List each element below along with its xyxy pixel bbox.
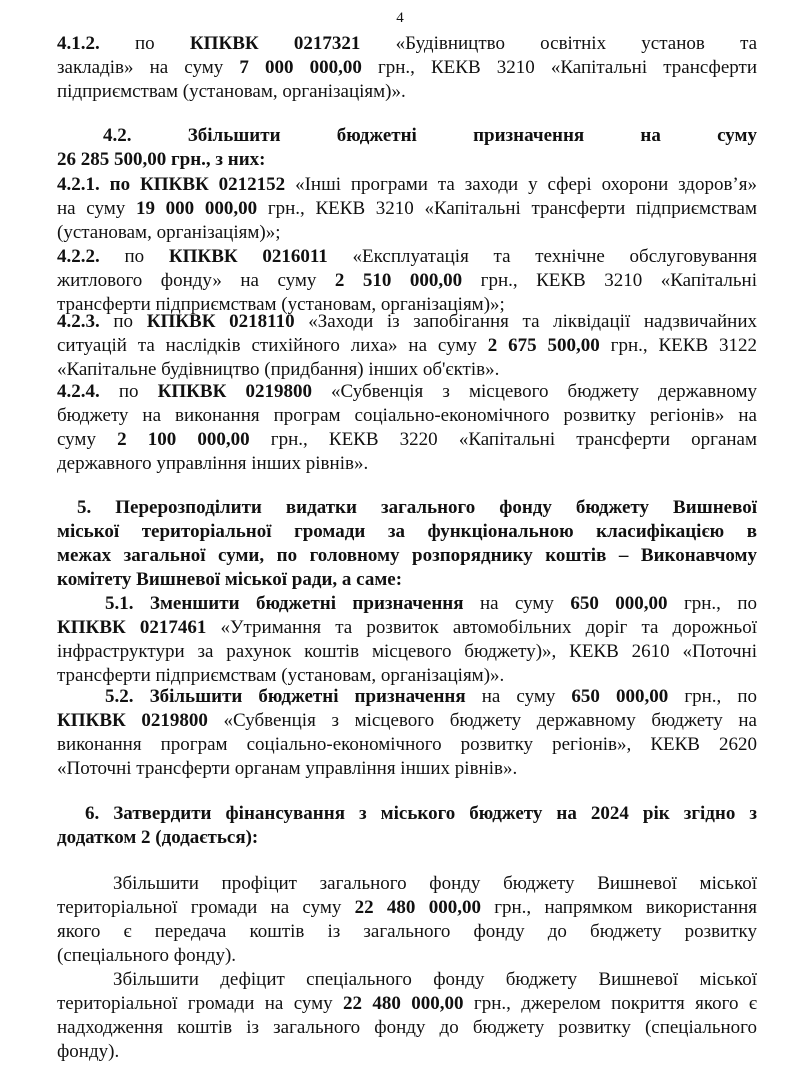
text-line (57, 148, 757, 172)
paragraph-4-2-1 (57, 173, 757, 245)
text-run: по (99, 246, 169, 267)
text-run: «Утримання та розвиток автомобільних доріг та дорожньої (206, 617, 757, 638)
text-line (57, 826, 757, 850)
text-line (57, 544, 757, 568)
text-line (57, 197, 757, 221)
page-number: 4 (396, 10, 404, 26)
paragraph-6 (57, 802, 757, 850)
paragraph-4-2 (57, 124, 757, 172)
code-value: 0217321 (293, 33, 361, 54)
heading-text: комітету Вишневої міської ради, а саме: (57, 569, 403, 590)
text-line: інфраструктури за рахунок коштів місцевого бюджету)», КЕКВ 2610 «Поточні (57, 641, 757, 662)
amount: 650 000,00 (570, 593, 668, 614)
paragraph-deficit (57, 968, 757, 1064)
paragraph-4-2-4 (57, 380, 757, 476)
text-run: грн., КЕКВ 3122 (599, 335, 758, 356)
text-run: на суму (57, 198, 136, 219)
text-line (57, 32, 757, 56)
text-run: закладів» на суму (57, 57, 240, 78)
amount: 22 480 000,00 (354, 897, 481, 918)
text-line (57, 872, 757, 896)
paragraph-5 (57, 496, 757, 592)
text-line (57, 56, 757, 80)
paragraph-5-2 (57, 685, 757, 781)
text-run: грн., КЕКВ 3210 «Капітальні (462, 270, 757, 291)
text-line (57, 245, 757, 269)
total-amount: 26 285 500,00 грн., з них: (57, 149, 266, 170)
amount: 2 100 000,00 (117, 429, 250, 450)
text-line: (установам, організаціям)»; (57, 222, 281, 243)
paragraph-4-1-2 (57, 32, 757, 104)
action-text: 5.1. Зменшити бюджетні призначення (105, 593, 464, 614)
text-run: грн., по (667, 593, 757, 614)
text-line (57, 968, 757, 992)
amount: 650 000,00 (571, 686, 669, 707)
text-run: грн., джерелом покриття якого є (463, 993, 758, 1014)
text-run: «Субвенція з місцевого бюджету державному (311, 381, 757, 402)
text-run: «Заходи із запобігання та ліквідації надзвичайних (294, 311, 757, 332)
heading-text: 6. Затвердити фінансування з міського бюджету на 2024 рік згідно з (85, 803, 757, 824)
text-line: (спеціального фонду). (57, 945, 237, 966)
item-number: 4.2.3. (57, 311, 100, 332)
code-label: КПКВК 0218110 (146, 311, 295, 332)
text-line (57, 334, 757, 358)
text-line (57, 896, 757, 920)
text-line: надходження коштів із загального фонду до бюджету розвитку (спеціального (57, 1017, 757, 1038)
text-line (57, 173, 757, 197)
code-label: КПКВК 0217461 (57, 617, 207, 638)
text-line (57, 310, 757, 334)
heading-text: суму (717, 125, 757, 146)
paragraph-surplus (57, 872, 757, 968)
text-run: Збільшити дефіцит спеціального фонду бюджету Вишневої міської (113, 969, 757, 990)
paragraph-4-2-3 (57, 310, 757, 382)
text-run: «Експлуатація та технічне обслуговування (327, 246, 757, 267)
amount: 2 675 500,00 (487, 335, 600, 356)
text-run: по (134, 33, 155, 54)
text-run: на суму (465, 686, 572, 707)
text-line (57, 124, 757, 148)
text-line: виконання програм соціально-економічного розвитку регіонів», КЕКВ 2620 (57, 734, 757, 755)
text-run: грн., напрямком використання (480, 897, 757, 918)
text-run: по (99, 381, 158, 402)
text-line: трансферти підприємствам (установам, організаціям)»; (57, 294, 505, 315)
heading-text: 5. Перерозподілити видатки загального фонду бюджету Вишневої (77, 497, 757, 518)
text-line (57, 496, 757, 520)
text-line: бюджету на виконання програм соціально-економічного розвитку регіонів» на (57, 405, 757, 426)
code-label: КПКВК 0219800 (57, 710, 208, 731)
text-line (57, 269, 757, 293)
item-number: 4.1.2. (57, 33, 100, 54)
action-text: 5.2. Збільшити бюджетні призначення (105, 686, 466, 707)
amount: 22 480 000,00 (343, 993, 464, 1014)
text-line (57, 428, 757, 452)
text-run: грн., по (668, 686, 758, 707)
text-line: державного управління інших рівнів». (57, 453, 369, 474)
text-line (57, 802, 757, 826)
text-line (57, 568, 757, 592)
paragraph-4-2-2 (57, 245, 757, 317)
text-line: якого є передача коштів із загального фонду до бюджету розвитку (57, 921, 757, 942)
text-run: «Субвенція з місцевого бюджету державному бюджету на (207, 710, 757, 731)
text-run: територіальної громади на суму (57, 897, 355, 918)
text-line (57, 592, 757, 616)
text-line: фонду). (57, 1041, 120, 1062)
code-label: КПКВК (189, 33, 259, 54)
text-line: підприємствам (установам, організаціям)». (57, 81, 406, 102)
text-run: «Інші програми та заходи у сфері охорони здоров’я» (285, 174, 757, 195)
text-run: грн., КЕКВ 3210 «Капітальні трансферти підприємствам (257, 198, 757, 219)
code-label: КПКВК 0216011 (168, 246, 328, 267)
text-run: Збільшити профіцит загального фонду бюджету Вишневої міської (113, 873, 757, 894)
text-line (57, 616, 757, 640)
heading-text: додатком 2 (додається): (57, 827, 259, 848)
text-run: ситуацій та наслідків стихійного лиха» на суму (57, 335, 488, 356)
item-number: 4.2.2. (57, 246, 100, 267)
text-line: «Поточні трансферти органам управління інших рівнів». (57, 758, 518, 779)
item-number: 4.2.4. (57, 381, 100, 402)
text-line: трансферти підприємствам (установам, організаціям)». (57, 665, 505, 686)
text-run: грн., КЕКВ 3220 «Капітальні трансферти органам (249, 429, 758, 450)
heading-text: межах загальної суми, по головному розпоряднику коштів – Виконавчому (57, 545, 757, 566)
amount: 19 000 000,00 (135, 198, 258, 219)
amount: 7 000 000,00 (239, 57, 362, 78)
text-line (57, 992, 757, 1016)
text-line (57, 380, 757, 404)
code-label: КПКВК 0219800 (157, 381, 312, 402)
text-run: суму (57, 429, 118, 450)
text-line: «Капітальне будівництво (придбання) інших об'єктів». (57, 359, 500, 380)
text-run: «Будівництво освітніх установ та (395, 33, 758, 54)
text-run: грн., КЕКВ 3210 «Капітальні трансферти (361, 57, 757, 78)
text-line (57, 685, 757, 709)
paragraph-5-1 (57, 592, 757, 688)
heading-text: 4.2. Збільшити бюджетні призначення на (103, 125, 661, 146)
text-run: житлового фонду» на суму (57, 270, 335, 291)
amount: 2 510 000,00 (334, 270, 463, 291)
text-line (57, 709, 757, 733)
code-label: 4.2.1. по КПКВК 0212152 (57, 174, 286, 195)
text-line (57, 520, 757, 544)
text-run: на суму (463, 593, 571, 614)
text-run: територіальної громади на суму (57, 993, 344, 1014)
text-run: по (99, 311, 147, 332)
heading-text: міської територіальної громади за функціональною класифікацією в (57, 521, 757, 542)
